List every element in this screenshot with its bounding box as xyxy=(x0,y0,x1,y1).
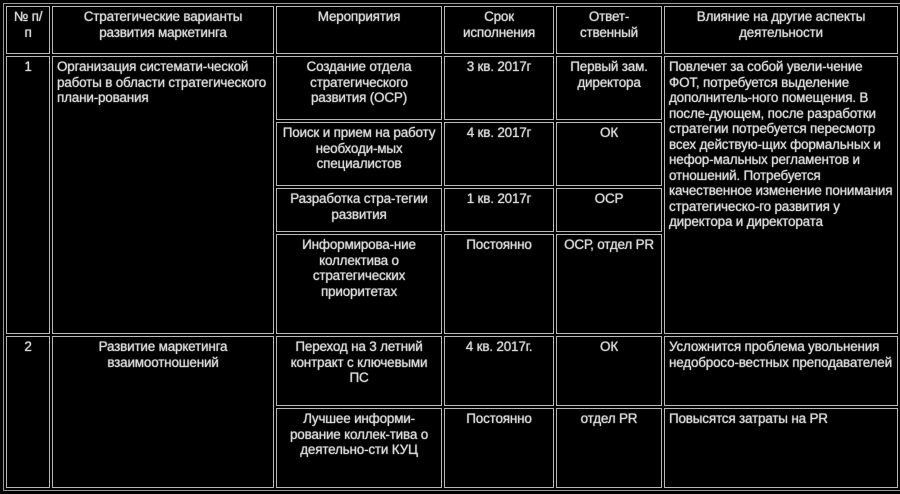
responsible: ОК xyxy=(556,122,662,186)
header-variant: Стратегические варианты развития маркетинга xyxy=(52,6,274,54)
responsible: Первый зам. директора xyxy=(556,56,662,120)
deadline: Постоянно xyxy=(444,408,554,488)
deadline: 3 кв. 2017г xyxy=(444,56,554,120)
impact: Повысятся затраты на PR xyxy=(664,408,898,488)
impact: Усложнится проблема увольнения недобросо-вестных преподавателей xyxy=(664,336,898,406)
measure: Поиск и прием на работу необходи-мых специалистов xyxy=(276,122,442,186)
strategy-table xyxy=(3,3,900,491)
header-deadline: Срок исполнения xyxy=(444,6,554,54)
responsible: ОСР, отдел PR xyxy=(556,234,662,334)
deadline: 1 кв. 2017г xyxy=(444,188,554,232)
header-row xyxy=(6,6,898,54)
table-row xyxy=(6,336,898,406)
row-number: 1 xyxy=(6,56,50,334)
impact: Повлечет за собой увели-чение ФОТ, потребуется выделение дополнитель-ного помещения. В после-дующем, после разработки стратегии потребуется пересмотр всех действую-щих формальных и нефор-мальных регламентов и отношений. Потребуется качественное изменение понимания стратегическо-го развития у директора и директората xyxy=(664,56,898,334)
strategic-variant: Развитие маркетинга взаимоотношений xyxy=(52,336,274,488)
header-measures: Мероприятия xyxy=(276,6,442,54)
deadline: 4 кв. 2017г xyxy=(444,122,554,186)
strategic-variant: Организация системати-ческой работы в области стратегического плани-рования xyxy=(52,56,274,334)
row-number: 2 xyxy=(6,336,50,488)
measure: Создание отдела стратегического развития (ОСР) xyxy=(276,56,442,120)
header-num: № п/п xyxy=(6,6,50,54)
measure: Переход на 3 летний контракт с ключевыми ПС xyxy=(276,336,442,406)
table-row xyxy=(6,56,898,120)
measure: Разработка стра-тегии развития xyxy=(276,188,442,232)
deadline: Постоянно xyxy=(444,234,554,334)
deadline: 4 кв. 2017г. xyxy=(444,336,554,406)
header-responsible: Ответ-ственный xyxy=(556,6,662,54)
measure: Лучшее информи-рование коллек-тива о деятельно-сти КУЦ xyxy=(276,408,442,488)
header-impact: Влияние на другие аспекты деятельности xyxy=(664,6,898,54)
measure: Информирова-ние коллектива о стратегических приоритетах xyxy=(276,234,442,334)
responsible: отдел PR xyxy=(556,408,662,488)
responsible: ОК xyxy=(556,336,662,406)
responsible: ОСР xyxy=(556,188,662,232)
